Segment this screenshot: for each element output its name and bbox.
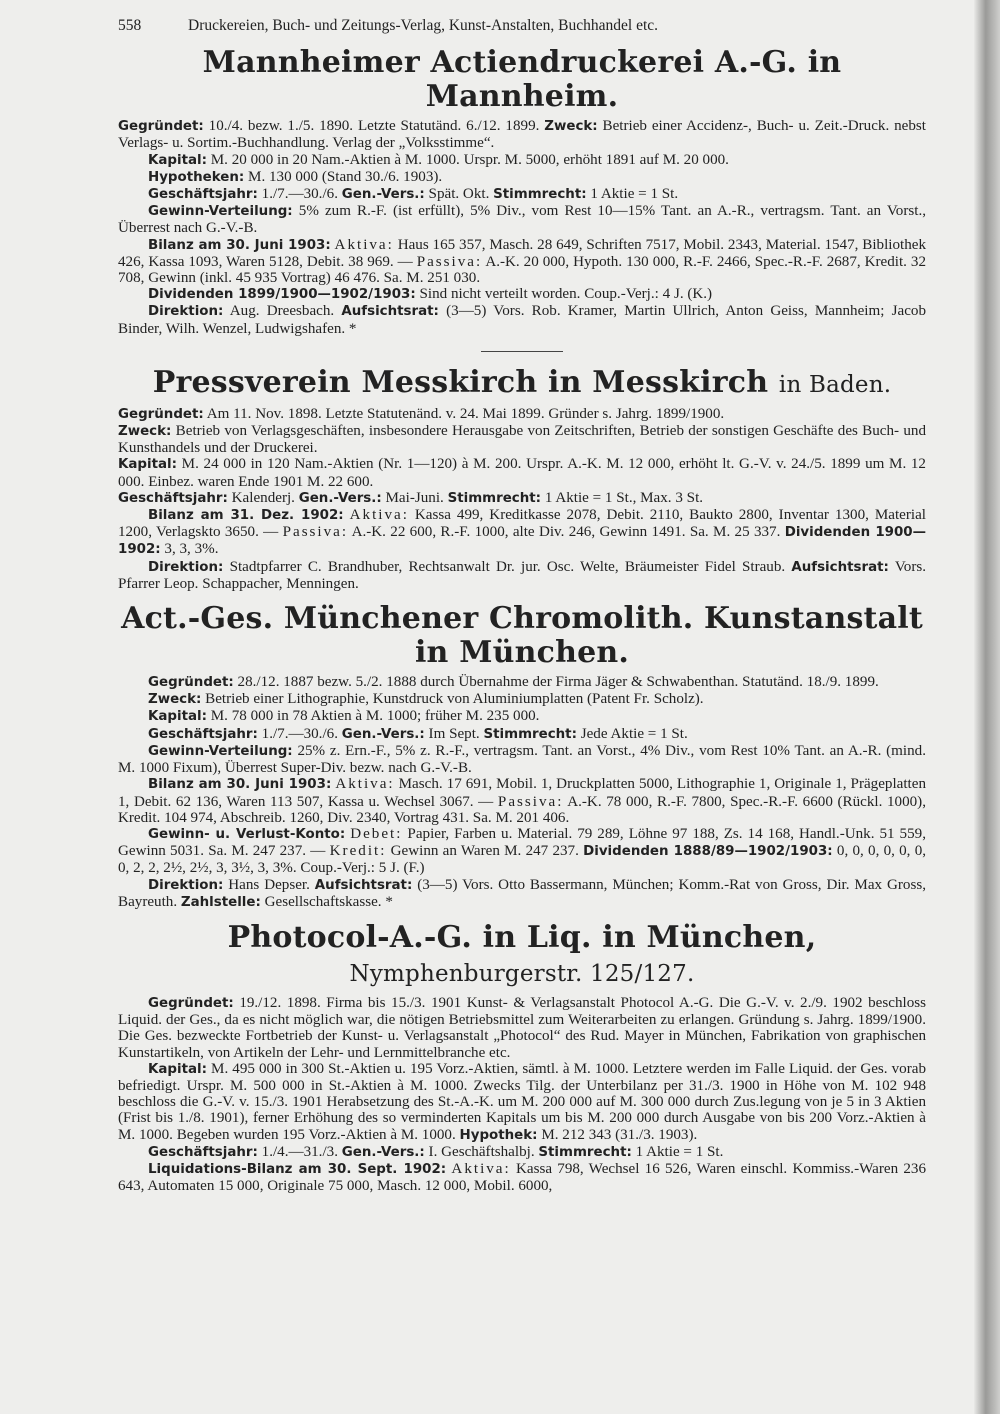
field-label: Stimmrecht:: [447, 490, 542, 506]
field-value: 1 Aktie = 1 St.: [635, 1143, 724, 1160]
entry-paragraph: [118, 1144, 926, 1161]
field-sublabel: Aktiva:: [451, 1160, 511, 1177]
field-label: Kapital:: [148, 1061, 207, 1077]
field-label: Gegründet:: [148, 995, 234, 1011]
company-title-main: Photocol-A.-G. in Liq. in München,: [227, 919, 817, 955]
field-value: M. 20 000 in 20 Nam.-Aktien à M. 1000. Urspr. M. 5000, erhöht 1891 auf M. 20 000.: [210, 151, 729, 168]
field-label: Bilanz am 30. Juni 1903:: [148, 777, 332, 793]
field-label: Gen.-Vers.:: [341, 726, 425, 742]
section-divider: [481, 351, 563, 352]
field-value: Betrieb einer Lithographie, Kunstdruck von Aluminiumplatten (Patent Fr. Scholz).: [205, 691, 704, 708]
field-value: Gesellschaftskasse. *: [264, 893, 393, 910]
field-label: Aufsichtsrat:: [341, 304, 439, 320]
entry-paragraph: [118, 423, 926, 456]
company-title: Mannheimer Actiendruckerei A.-G. in Mannheim.: [202, 45, 842, 115]
entry-paragraph: [118, 674, 926, 691]
field-value: Kassa 798, Wechsel 16 526, Waren einschl. Kommiss.-Waren 236 643, Automaten 15 000, Originale 75 000, Masch. 12 000, Mobil. 6000,: [118, 1160, 927, 1195]
company-title-main: Pressverein Messkirch in Messkirch: [152, 364, 769, 400]
field-value: 28./12. 1887 bezw. 5./2. 1888 durch Übernahme der Firma Jäger & Schwabenthan. Statutänd. 18./9. 1899.: [237, 674, 879, 691]
field-label: Geschäftsjahr:: [148, 1144, 258, 1160]
entry-paragraph: [118, 203, 926, 236]
field-label: Gen.-Vers.:: [341, 1144, 425, 1160]
company-title: [118, 366, 926, 402]
field-label: Kapital:: [148, 152, 207, 168]
field-label: Gegründet:: [118, 119, 204, 135]
field-label: Zweck:: [148, 692, 202, 708]
field-label: Zweck:: [544, 119, 598, 135]
entry-paragraph: [118, 237, 926, 287]
field-value: (3—5) Vors. Otto Bassermann, München; Komm.-Rat von Gross, Dir. Max Gross, Bayreuth.: [118, 876, 926, 910]
company-entry: [118, 46, 926, 337]
field-sublabel: Debet:: [350, 825, 403, 842]
field-label: Stimmrecht:: [483, 726, 577, 742]
field-value: Stadtpfarrer C. Brandhuber, Rechtsanwalt Dr. jur. Osc. Welte, Bräumeister Fidel Straub.: [229, 558, 786, 575]
field-label: Geschäftsjahr:: [148, 726, 258, 742]
running-head-text: Druckereien, Buch- und Zeitungs-Verlag, Kunst-Anstalten, Buchhandel etc.: [188, 17, 659, 34]
entry-paragraph: [118, 152, 926, 169]
field-value: Papier, Farben u. Material. 79 289, Löhne 97 188, Zs. 14 168, Handl.-Unk. 51 559, Gewinn 5031. Sa. M. 247 237. —: [118, 825, 926, 860]
field-label: Gen.-Vers.:: [341, 187, 425, 203]
field-value: 5% zum R.-F. (ist erfüllt), 5% Div., vom Rest 10—15% Tant. an A.-R., vertragsm. Tant. an Vorst., Überrest nach G.-V.-B.: [118, 203, 926, 237]
company-title-suffix: in Baden.: [778, 371, 892, 398]
field-value: M. 24 000 in 120 Nam.-Aktien (Nr. 1—120) à M. 200. Urspr. A.-K. M. 12 000, erhöht lt. G.-V. v. 24./5. 1899 um M. 12 000. Einbez. waren Ende 1901 M. 22 600.: [118, 456, 926, 490]
entry-paragraph: [118, 286, 926, 303]
field-value: M. 495 000 in 300 St.-Aktien u. 195 Vorz.-Aktien, sämtl. à M. 1000. Letztere werden im Falle Liquid. der Ges. vorab befriedigt. Urspr. M. 500 000 in St.-Aktien à M. 1000. Zwecks Tilg. der Unterbilanz per 31./3. 1900 in Höhe von M. 102 948 beschloss die G.-V. v. 15./3. 1901 Herabsetzung des St.-A.-K. um M. 200 000 auf M. 300 000 durch Zus.legung von je 5 in 3 Aktien (Frist bis 1./8. 1901), ferner Erhöhung des so verminderten Kapitals um bis M. 200 000 durch Ausgabe von bis 200 Vorz.-Aktien à M. 1000. Begeben wurden 195 Vorz.-Aktien à M. 1000.: [118, 1060, 926, 1143]
entry-paragraph: [118, 559, 926, 592]
field-label: Direktion:: [148, 304, 224, 320]
field-label: Gegründet:: [148, 675, 234, 691]
field-value: Aug. Dreesbach.: [229, 303, 335, 320]
field-value: 0, 0, 0, 0, 0, 0, 0, 2, 2, 2½, 2½, 3, 3½, 3, 3%. Coup.-Verj.: 5 J. (F.): [118, 843, 927, 877]
company-entry: [118, 921, 926, 1194]
company-title: [118, 921, 926, 991]
field-sublabel: Passiva:: [497, 793, 564, 810]
field-value: 19./12. 1898. Firma bis 15./3. 1901 Kunst- & Verlagsanstalt Photocol A.-G. Die G.-V. v. 2./9. 1902 beschloss Liquid. der Ges., da es nicht möglich war, die nötigen Betriebsmittel zum Weiterarbeiten zu erlangen. Gründung s. Jahrg. 1899/1900. Die Ges. bezweckte Fortbetrieb der Kunst- u. Verlagsanstalt „Photocol“ des Rud. Mayer in München, Fabrikation von graphischen Kunstartikeln, von Artikeln der Lehr- und Lernmittelbranche etc.: [118, 994, 926, 1061]
field-label: Aufsichtsrat:: [314, 877, 413, 893]
field-sublabel: Kredit:: [329, 843, 387, 860]
field-value: 3, 3, 3%.: [164, 541, 219, 558]
field-label: Kapital:: [118, 457, 177, 473]
field-value: I. Geschäftshalbj.: [428, 1143, 535, 1160]
field-label: Zahlstelle:: [180, 894, 261, 910]
field-value: 1 Aktie = 1 St.: [590, 186, 679, 203]
entry-paragraph: [118, 708, 926, 725]
entry-paragraph: [118, 186, 926, 203]
company-title-suffix: Nymphenburgerstr. 125/127.: [349, 960, 695, 987]
entry-paragraph: [118, 726, 926, 743]
field-label: Gegründet:: [118, 406, 204, 422]
field-sublabel: Aktiva:: [334, 236, 394, 253]
field-value: M. 130 000 (Stand 30./6. 1903).: [248, 168, 443, 185]
entry-paragraph: [118, 490, 926, 507]
field-value: 1./7.—30./6.: [261, 186, 338, 203]
field-value: A.-K. 22 600, R.-F. 1000, alte Div. 246, Gewinn 1491. Sa. M. 25 337.: [351, 524, 781, 541]
entry-paragraph: [118, 456, 926, 489]
field-value: Kassa 499, Kreditkasse 2078, Debit. 2110, Baukto 2800, Inventar 1300, Material 1200, Verlagskto 3650. —: [118, 507, 926, 541]
field-value: Spät. Okt.: [428, 186, 490, 203]
field-value: 25% z. Ern.-F., 5% z. R.-F., vertragsm. Tant. an Vorst., 4% Div., vom Rest 10% Tant. an A.-R. (mind. M. 1000 Fixum), Überrest Super-Div. bezw. nach G.-V.-B.: [118, 742, 926, 777]
field-sublabel: Aktiva:: [335, 776, 395, 793]
field-value: 1 Aktie = 1 St., Max. 3 St.: [544, 489, 704, 506]
field-value: Jede Aktie = 1 St.: [580, 725, 688, 742]
field-value: M. 212 343 (31./3. 1903).: [541, 1126, 698, 1143]
field-label: Geschäftsjahr:: [118, 490, 228, 506]
entry-paragraph: [118, 1161, 926, 1194]
field-label: Liquidations-Bilanz am 30. Sept. 1902:: [148, 1161, 447, 1177]
company-entry: [118, 366, 926, 592]
field-label: Gewinn-Verteilung:: [148, 204, 293, 220]
field-value: A.-K. 20 000, Hypoth. 130 000, R.-F. 2466, Spec.-R.-F. 2687, Kredit. 32 708, Gewinn (inkl. 45 935 Vortrag) 46 476. Sa. M. 251 030.: [118, 253, 927, 287]
entry-paragraph: [118, 691, 926, 708]
field-label: Dividenden 1888/89—1902/1903:: [583, 844, 833, 860]
field-label: Hypothek:: [459, 1127, 538, 1143]
field-label: Dividenden 1900—1902:: [118, 525, 926, 558]
field-value: Masch. 17 691, Mobil. 1, Druckplatten 5000, Lithographie 1, Originale 1, Prägeplatten 1, Debit. 62 136, Waren 113 507, Kassa u. Wechsel 3067. —: [118, 776, 927, 810]
field-sublabel: Passiva:: [416, 253, 483, 270]
entry-paragraph: [118, 995, 926, 1061]
field-value: Kalenderj.: [231, 489, 295, 506]
field-label: Geschäftsjahr:: [148, 187, 258, 203]
field-value: Am 11. Nov. 1898. Letzte Statutenänd. v. 24. Mai 1899. Gründer s. Jahrg. 1899/1900.: [206, 405, 725, 422]
entry-paragraph: [118, 406, 926, 423]
field-sublabel: Passiva:: [282, 524, 349, 541]
field-label: Aufsichtsrat:: [791, 559, 889, 575]
entry-paragraph: [118, 826, 926, 877]
field-label: Dividenden 1899/1900—1902/1903:: [148, 287, 416, 303]
field-label: Gewinn-Verteilung:: [148, 743, 293, 759]
entry-paragraph: [118, 877, 926, 911]
field-label: Direktion:: [148, 877, 224, 893]
field-label: Stimmrecht:: [538, 1144, 632, 1160]
company-entry: [118, 602, 926, 911]
entry-paragraph: [118, 169, 926, 186]
field-value: Vors. Pfarrer Leop. Schappacher, Menningen.: [118, 558, 926, 592]
field-label: Gen.-Vers.:: [298, 490, 382, 506]
field-label: Zweck:: [118, 424, 172, 440]
page-edge-shadow: [974, 0, 1000, 1414]
field-label: Hypotheken:: [148, 169, 245, 185]
field-sublabel: Aktiva:: [349, 507, 409, 524]
page-number: 558: [118, 17, 142, 34]
field-label: Stimmrecht:: [493, 187, 587, 203]
field-value: (3—5) Vors. Rob. Kramer, Martin Ullrich, Anton Geiss, Mannheim; Jacob Binder, Wilh. Wenzel, Ludwigshafen. *: [118, 303, 926, 337]
field-label: Direktion:: [148, 559, 224, 575]
entry-paragraph: [118, 303, 926, 336]
page-content: [118, 18, 926, 1194]
field-label: Gewinn- u. Verlust-Konto:: [148, 826, 346, 842]
field-value: 1./7.—30./6.: [261, 725, 338, 742]
field-value: Sind nicht verteilt worden. Coup.-Verj.: 4 J. (K.): [419, 286, 713, 303]
field-value: Gewinn an Waren M. 247 237.: [390, 843, 579, 860]
field-value: Mai-Juni.: [385, 489, 444, 506]
field-value: 1./4.—31./3.: [261, 1143, 338, 1160]
field-value: 10./4. bezw. 1./5. 1890. Letzte Statutänd. 6./12. 1899.: [208, 118, 540, 135]
field-value: Im Sept.: [428, 725, 480, 742]
field-value: A.-K. 78 000, R.-F. 7800, Spec.-R.-F. 6600 (Rückl. 1000), Kredit. 104 974, Abschreib. 1260, Div. 2340, Vortrag 431. Sa. M. 201 406.: [118, 793, 926, 826]
company-title: Act.-Ges. Münchener Chromolith. Kunstanstalt in München.: [121, 601, 923, 671]
entry-paragraph: [118, 507, 926, 559]
field-label: Bilanz am 31. Dez. 1902:: [148, 508, 344, 524]
running-head: [118, 18, 926, 34]
field-value: Hans Depser.: [228, 876, 310, 893]
field-value: Betrieb von Verlagsgeschäften, insbesondere Herausgabe von Zeitschriften, Betrieb der sonstigen Geschäfte des Buch- und Kunsthandels und der Druckerei.: [118, 423, 926, 457]
field-value: M. 78 000 in 78 Aktien à M. 1000; früher M. 235 000.: [210, 708, 540, 725]
entry-paragraph: [118, 118, 926, 151]
entry-paragraph: [118, 776, 926, 826]
entry-paragraph: [118, 743, 926, 776]
field-label: Bilanz am 30. Juni 1903:: [148, 237, 331, 253]
field-label: Kapital:: [148, 709, 207, 725]
field-value: Haus 165 357, Masch. 28 649, Schriften 7517, Mobil. 2343, Material. 1547, Bibliothek 426, Kassa 1093, Waren 5128, Debit. 38 969. —: [118, 236, 927, 270]
entry-paragraph: [118, 1061, 926, 1144]
field-value: Betrieb einer Accidenz-, Buch- u. Zeit.-Druck. nebst Verlags- u. Sortim.-Buchhandlung. Verlag der „Volksstimme“.: [118, 118, 926, 152]
